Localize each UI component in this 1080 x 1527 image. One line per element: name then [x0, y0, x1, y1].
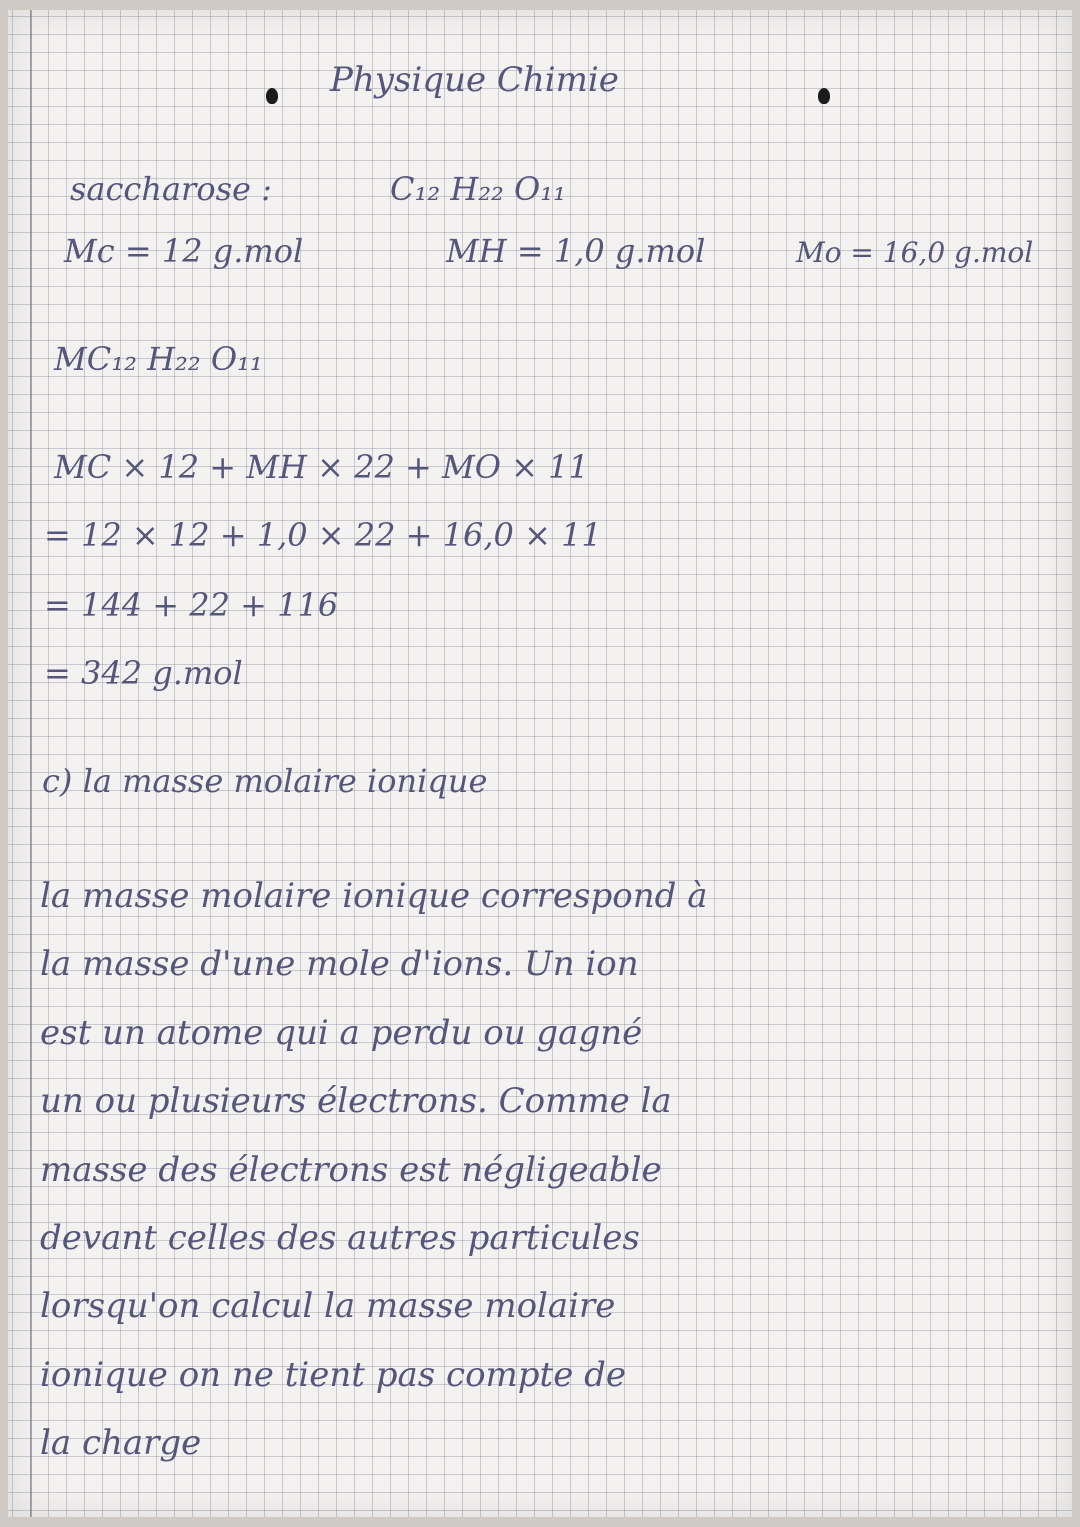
- molar-mass-carbon: Mc = 12 g.mol: [64, 232, 304, 270]
- compound-label: saccharose :: [70, 170, 272, 208]
- paragraph-line: masse des électrons est négligeable: [40, 1149, 662, 1190]
- section-heading: c) la masse molaire ionique: [42, 762, 488, 800]
- molar-mass-oxygen: Mo = 16,0 g.mol: [796, 236, 1034, 269]
- notebook-page: [8, 10, 1072, 1517]
- calculation-step-1: MC × 12 + MH × 22 + MO × 11: [54, 448, 589, 486]
- paragraph-line: la charge: [40, 1423, 202, 1464]
- calculation-step-3: = 144 + 22 + 116: [44, 586, 339, 624]
- paragraph-line: la masse molaire ionique correspond à: [40, 876, 708, 916]
- paragraph-line: un ou plusieurs électrons. Comme la: [40, 1081, 672, 1122]
- calculation-result: = 342 g.mol: [44, 654, 243, 692]
- paragraph-line: la masse d'une mole d'ions. Un ion: [40, 944, 639, 985]
- paragraph-line: lorsqu'on calcul la masse molaire: [40, 1286, 616, 1327]
- paragraph-line: est un atome qui a perdu ou gagné: [40, 1012, 643, 1053]
- margin-line: [30, 10, 32, 1517]
- molar-mass-hydrogen: MH = 1,0 g.mol: [446, 232, 706, 270]
- paragraph-line: devant celles des autres particules: [40, 1217, 640, 1258]
- paragraph-line: ionique on ne tient pas compte de: [40, 1354, 627, 1395]
- calculation-heading: MC₁₂ H₂₂ O₁₁: [54, 340, 263, 378]
- compound-formula: C₁₂ H₂₂ O₁₁: [390, 170, 566, 208]
- punch-hole-right: [818, 88, 830, 104]
- page-title: Physique Chimie: [330, 60, 619, 100]
- calculation-step-2: = 12 × 12 + 1,0 × 22 + 16,0 × 11: [44, 516, 602, 554]
- punch-hole-left: [266, 88, 278, 104]
- section-paragraph: [34, 862, 1034, 1478]
